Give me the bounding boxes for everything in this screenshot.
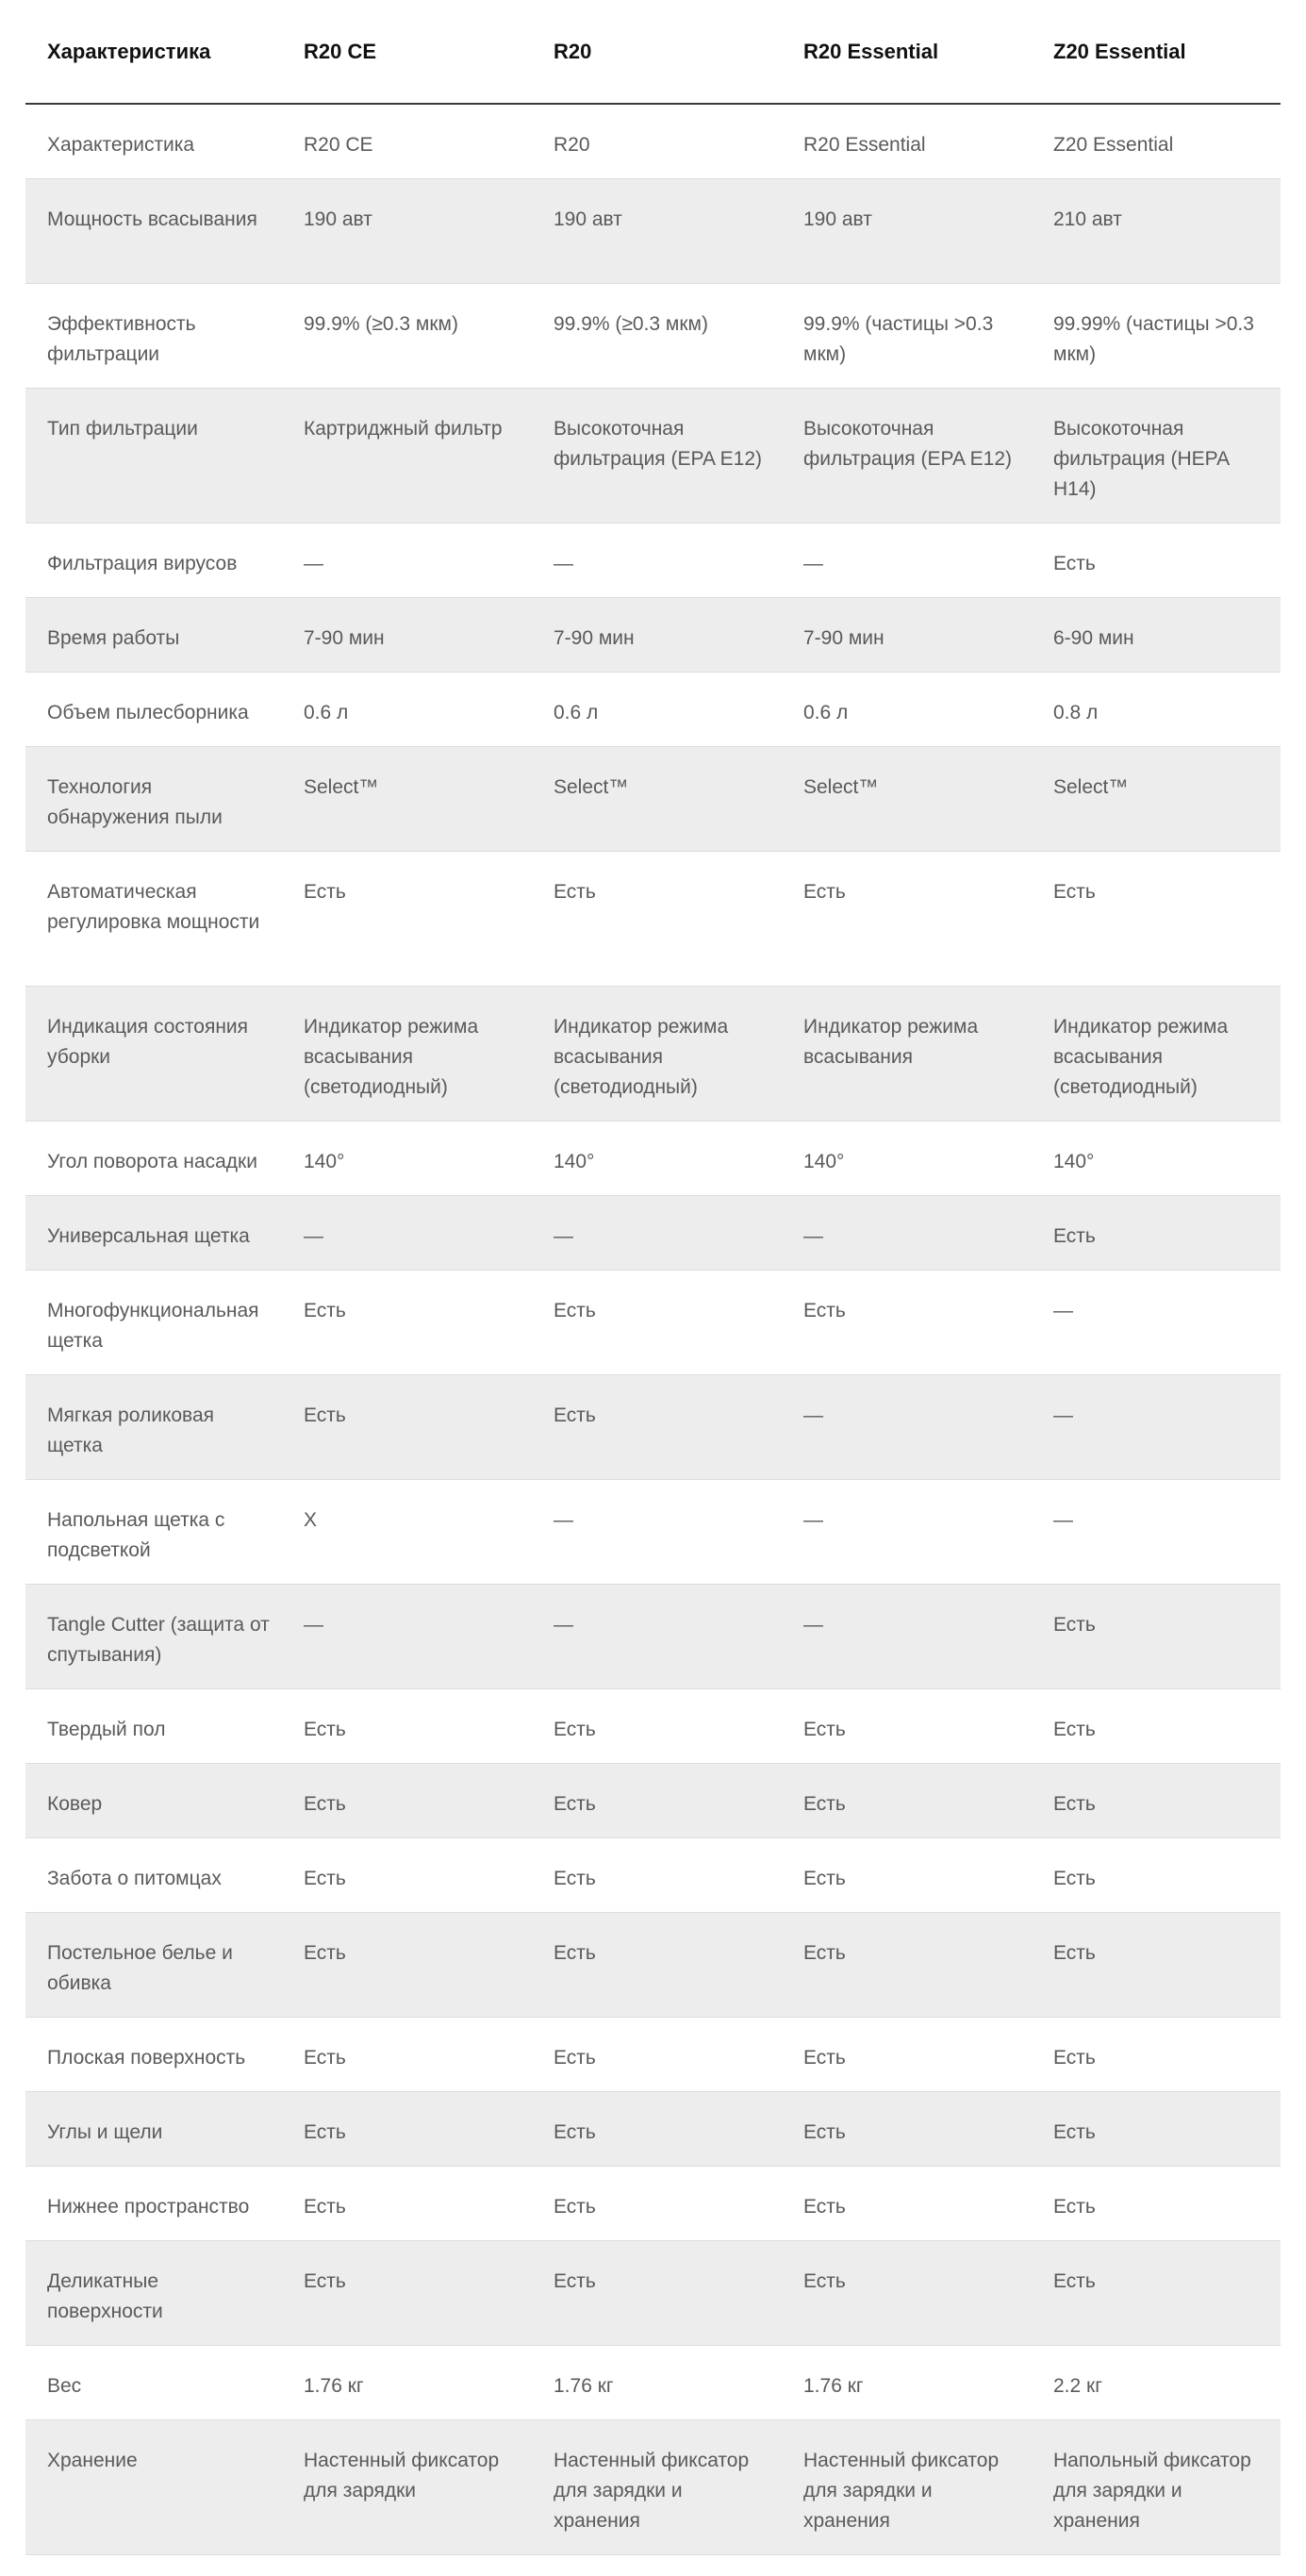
table-cell: 99.9% (≥0.3 мкм) xyxy=(554,313,708,335)
table-row xyxy=(25,389,1281,524)
table-cell: Есть xyxy=(554,1793,596,1815)
table-row xyxy=(25,673,1281,747)
table-cell: Есть xyxy=(304,1300,346,1321)
table-cell: Есть xyxy=(803,1719,846,1740)
table-cell: Есть xyxy=(304,1719,346,1740)
table-cell: — xyxy=(554,1509,573,1531)
table-cell: Есть xyxy=(803,2196,846,2218)
table-cell: Есть xyxy=(1053,881,1096,903)
table-cell: Есть xyxy=(304,2047,346,2069)
table-row xyxy=(25,1122,1281,1196)
table-cell: Есть xyxy=(803,2121,846,2143)
table-cell: Настенный фиксатор для зарядки и хранения xyxy=(803,2450,1000,2532)
table-cell: — xyxy=(803,553,823,574)
table-cell: 0.8 л xyxy=(1053,702,1099,723)
table-cell: Есть xyxy=(803,1942,846,1964)
table-cell: 0.6 л xyxy=(304,702,349,723)
table-cell: Есть xyxy=(1053,1614,1096,1636)
table-cell: Есть xyxy=(1053,1942,1096,1964)
table-row xyxy=(25,2420,1281,2555)
table-cell: — xyxy=(304,1614,323,1636)
table-cell: Индикатор режима всасывания (светодиодный) xyxy=(1053,1016,1229,1098)
table-cell: — xyxy=(304,553,323,574)
table-row xyxy=(25,1764,1281,1838)
row-label: Tangle Cutter (защита от спутывания) xyxy=(47,1614,270,1666)
table-cell: Select™ xyxy=(554,776,629,798)
table-cell: — xyxy=(803,1404,823,1426)
table-cell: 6-90 мин xyxy=(1053,627,1134,649)
table-cell: — xyxy=(304,1225,323,1247)
row-label: Нижнее пространство xyxy=(47,2196,250,2218)
table-cell: 140° xyxy=(803,1151,845,1172)
row-label: Деликатные поверхности xyxy=(47,2270,163,2322)
table-cell: 1.76 кг xyxy=(803,2375,864,2397)
table-cell: 1.76 кг xyxy=(304,2375,364,2397)
row-label: Время работы xyxy=(47,627,180,649)
table-cell: Есть xyxy=(554,1300,596,1321)
table-cell: Есть xyxy=(304,2270,346,2292)
table-cell: Есть xyxy=(803,1793,846,1815)
table-cell: R20 Essential xyxy=(803,134,926,156)
table-cell: Есть xyxy=(803,1300,846,1321)
table-cell: — xyxy=(803,1225,823,1247)
table-cell: Высокоточная фильтрация (HEPA H14) xyxy=(1053,418,1229,500)
row-label: Плоская поверхность xyxy=(47,2047,246,2069)
row-label: Автоматическая регулировка мощности xyxy=(47,881,260,933)
table-cell: — xyxy=(554,1225,573,1247)
table-cell: 210 авт xyxy=(1053,208,1122,230)
row-label: Постельное белье и обивка xyxy=(47,1942,233,1994)
table-cell: Напольный фиксатор для зарядки и хранения xyxy=(1053,2450,1251,2532)
table-cell: Картриджный фильтр xyxy=(304,418,503,440)
header-cell-characteristic: Характеристика xyxy=(47,39,211,63)
table-row xyxy=(25,747,1281,852)
table-cell: 140° xyxy=(304,1151,345,1172)
table-cell: Есть xyxy=(554,1942,596,1964)
table-cell: Есть xyxy=(1053,1793,1096,1815)
table-cell: Высокоточная фильтрация (EPA E12) xyxy=(803,418,1012,470)
table-cell: Есть xyxy=(304,1793,346,1815)
table-cell: Есть xyxy=(554,881,596,903)
row-label: Объем пылесборника xyxy=(47,702,249,723)
row-label: Ковер xyxy=(47,1793,103,1815)
table-cell: Индикатор режима всасывания (светодиодный) xyxy=(554,1016,729,1098)
table-cell: Есть xyxy=(304,1404,346,1426)
table-cell: Есть xyxy=(803,2270,846,2292)
table-cell: R20 CE xyxy=(304,134,373,156)
table-row xyxy=(25,1196,1281,1271)
row-label: Мягкая роликовая щетка xyxy=(47,1404,215,1456)
row-label: Угол поворота насадки xyxy=(47,1151,257,1172)
row-label: Индикация состояния уборки xyxy=(47,1016,249,1068)
table-cell: Есть xyxy=(1053,2196,1096,2218)
table-cell: 140° xyxy=(1053,1151,1095,1172)
table-cell: Есть xyxy=(1053,1225,1096,1247)
table-cell: 0.6 л xyxy=(803,702,849,723)
table-cell: Есть xyxy=(554,2196,596,2218)
table-cell: Есть xyxy=(554,1719,596,1740)
table-row xyxy=(25,284,1281,389)
row-label: Универсальная щетка xyxy=(47,1225,250,1247)
table-cell: 99.99% (частицы >0.3 мкм) xyxy=(1053,313,1254,365)
header-cell-r20-essential: R20 Essential xyxy=(803,39,939,63)
table-row xyxy=(25,1838,1281,1913)
table-row xyxy=(25,1585,1281,1689)
table-row xyxy=(25,2092,1281,2167)
row-label: Хранение xyxy=(47,2450,138,2471)
table-row xyxy=(25,105,1281,179)
table-cell: Есть xyxy=(1053,2270,1096,2292)
table-cell: Есть xyxy=(554,1868,596,1889)
table-cell: — xyxy=(1053,1300,1073,1321)
table-cell: Есть xyxy=(803,1868,846,1889)
table-cell: Настенный фиксатор для зарядки и хранения xyxy=(554,2450,750,2532)
table-cell: Индикатор режима всасывания xyxy=(803,1016,979,1068)
table-cell: — xyxy=(554,553,573,574)
table-row xyxy=(25,2241,1281,2346)
table-cell: Есть xyxy=(554,1404,596,1426)
table-row xyxy=(25,1480,1281,1585)
row-label: Тип фильтрации xyxy=(47,418,198,440)
table-row xyxy=(25,1375,1281,1480)
table-cell: R20 xyxy=(554,134,590,156)
row-label: Напольная щетка с подсветкой xyxy=(47,1509,225,1561)
header-cell-r20-ce: R20 CE xyxy=(304,39,377,63)
table-cell: 1.76 кг xyxy=(554,2375,614,2397)
table-cell: Есть xyxy=(554,2047,596,2069)
row-label: Углы и щели xyxy=(47,2121,163,2143)
table-cell: Настенный фиксатор для зарядки xyxy=(304,2450,500,2501)
table-cell: — xyxy=(803,1509,823,1531)
table-cell: Select™ xyxy=(1053,776,1129,798)
row-label: Фильтрация вирусов xyxy=(47,553,238,574)
table-cell: Есть xyxy=(1053,2047,1096,2069)
table-cell: — xyxy=(554,1614,573,1636)
header-cell-z20-essential: Z20 Essential xyxy=(1053,39,1186,63)
table-cell: Есть xyxy=(304,1942,346,1964)
header-cell-r20: R20 xyxy=(554,39,592,63)
table-cell: Есть xyxy=(1053,1719,1096,1740)
table-header xyxy=(25,0,1281,105)
table-cell: 190 авт xyxy=(803,208,872,230)
row-label: Многофункциональная щетка xyxy=(47,1300,259,1352)
table-cell: Select™ xyxy=(304,776,379,798)
table-cell: — xyxy=(803,1614,823,1636)
table-cell: 0.6 л xyxy=(554,702,599,723)
row-label: Твердый пол xyxy=(47,1719,166,1740)
table-cell: — xyxy=(1053,1404,1073,1426)
table-cell: Индикатор режима всасывания (светодиодный) xyxy=(304,1016,479,1098)
table-row xyxy=(25,524,1281,598)
table-cell: Select™ xyxy=(803,776,879,798)
table-cell: Есть xyxy=(1053,2121,1096,2143)
table-cell: Есть xyxy=(304,1868,346,1889)
table-cell: Есть xyxy=(554,2121,596,2143)
row-label: Вес xyxy=(47,2375,82,2397)
table-cell: 7-90 мин xyxy=(304,627,385,649)
table-row xyxy=(25,1271,1281,1375)
table-cell: 190 авт xyxy=(304,208,372,230)
row-label: Эффективность фильтрации xyxy=(47,313,196,365)
table-cell: Есть xyxy=(554,2270,596,2292)
table-cell: Есть xyxy=(304,881,346,903)
comparison-table xyxy=(25,0,1281,2555)
row-label: Технология обнаружения пыли xyxy=(47,776,223,828)
table-cell: Есть xyxy=(1053,553,1096,574)
table-cell: Высокоточная фильтрация (EPA E12) xyxy=(554,418,762,470)
table-cell: 99.9% (≥0.3 мкм) xyxy=(304,313,458,335)
table-row xyxy=(25,852,1281,987)
table-cell: Есть xyxy=(1053,1868,1096,1889)
table-row xyxy=(25,179,1281,284)
table-cell: 99.9% (частицы >0.3 мкм) xyxy=(803,313,994,365)
table-cell: Есть xyxy=(803,881,846,903)
table-row xyxy=(25,2167,1281,2241)
table-cell: 7-90 мин xyxy=(803,627,884,649)
row-label: Забота о питомцах xyxy=(47,1868,222,1889)
row-label: Характеристика xyxy=(47,134,195,156)
table-cell: Z20 Essential xyxy=(1053,134,1174,156)
table-cell: 140° xyxy=(554,1151,595,1172)
row-label: Мощность всасывания xyxy=(47,208,257,230)
table-row xyxy=(25,987,1281,1122)
table-cell: 7-90 мин xyxy=(554,627,635,649)
table-cell: Есть xyxy=(304,2121,346,2143)
table-body xyxy=(25,105,1281,2555)
table-row xyxy=(25,598,1281,673)
table-cell: — xyxy=(1053,1509,1073,1531)
table-row xyxy=(25,2346,1281,2420)
table-row xyxy=(25,1689,1281,1764)
table-cell: 190 авт xyxy=(554,208,622,230)
table-cell: Есть xyxy=(304,2196,346,2218)
table-row xyxy=(25,1913,1281,2018)
table-cell: X xyxy=(304,1509,318,1531)
table-cell: Есть xyxy=(803,2047,846,2069)
table-row xyxy=(25,2018,1281,2092)
table-cell: 2.2 кг xyxy=(1053,2375,1102,2397)
